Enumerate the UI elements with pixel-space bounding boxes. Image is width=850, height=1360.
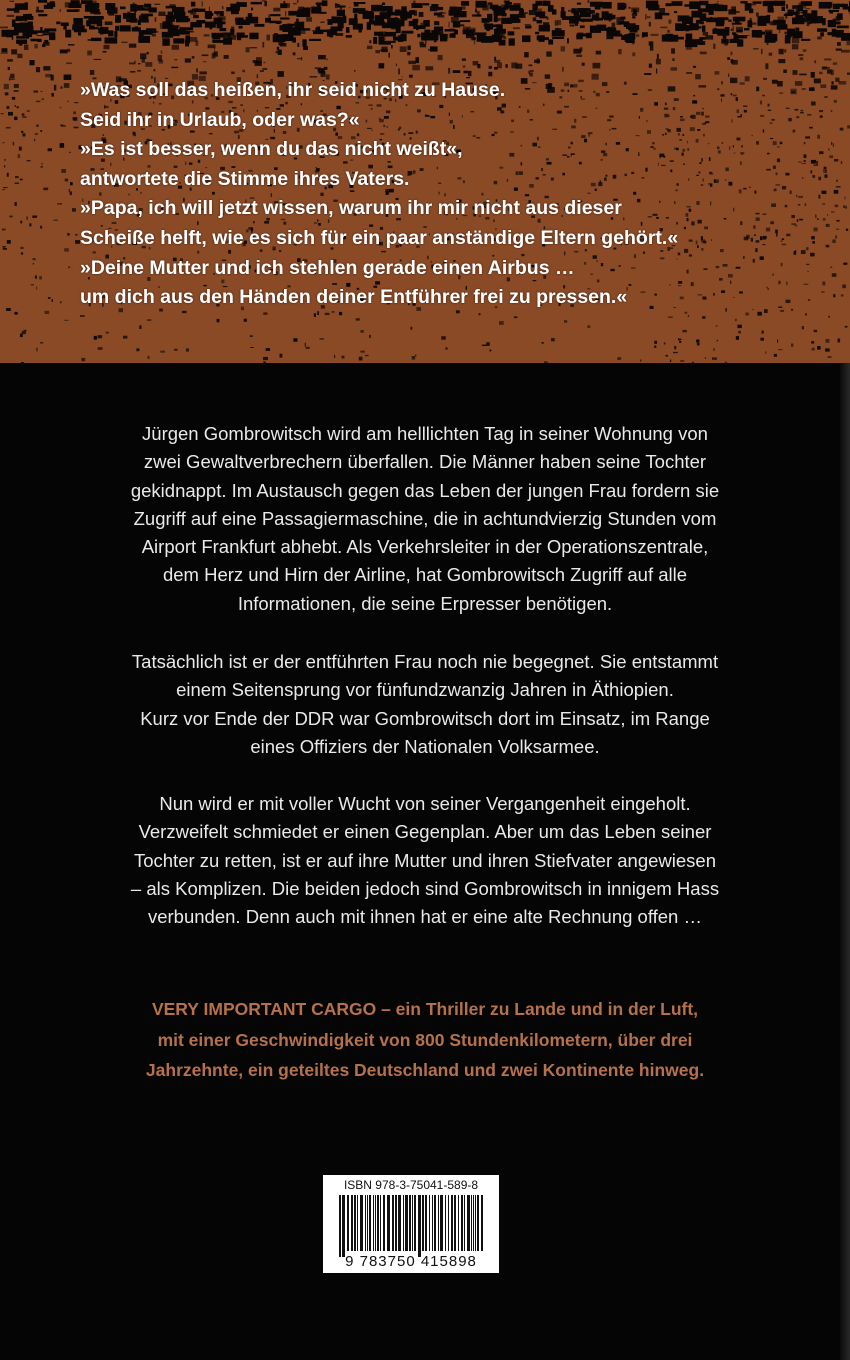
- tagline-line: mit einer Geschwindigkeit von 800 Stundenkilometern, über drei: [157, 1029, 693, 1050]
- quote-line: »Was soll das heißen, ihr seid nicht zu Hause.: [80, 79, 506, 101]
- blurb-paragraph-1: [60, 420, 790, 618]
- quote-line: »Es ist besser, wenn du das nicht weißt«,: [80, 138, 463, 161]
- blurb-paragraph-2: [60, 648, 790, 761]
- blurb-line: Tochter zu retten, ist er auf ihre Mutter und ihren Stiefvater angewiesen: [133, 849, 717, 871]
- blurb-line: Verzweifelt schmiedet er einen Gegenplan. Aber um das Leben seiner: [138, 821, 712, 843]
- blurb-line: verbunden. Denn auch mit ihnen hat er eine alte Rechnung offen …: [147, 906, 702, 928]
- blurb-line: Airport Frankfurt abhebt. Als Verkehrsleiter in der Operationszentrale,: [141, 536, 709, 558]
- blurb-line: – als Komplizen. Die beiden jedoch sind Gombrowitsch in innigem Hass: [130, 877, 720, 899]
- blurb-paragraph-3: [60, 790, 790, 931]
- tagline: [40, 994, 810, 1086]
- blurb-line: Tatsächlich ist er der entführten Frau noch nie begegnet. Sie entstammt: [131, 651, 719, 672]
- blurb-line: einem Seitensprung vor fünfundzwanzig Jahren in Äthiopien.: [176, 679, 674, 701]
- blurb-line: gekidnappt. Im Austausch gegen das Leben der jungen Frau fordern sie: [130, 479, 720, 501]
- excerpt-quote: [80, 76, 780, 313]
- quote-line: Seid ihr in Urlaub, oder was?«: [80, 108, 360, 131]
- tagline-line: Jahrzehnte, ein geteiltes Deutschland und zwei Kontinente hinweg.: [145, 1060, 705, 1080]
- blurb-line: eines Offiziers der Nationalen Volksarmee.: [250, 735, 600, 757]
- quote-line: »Papa, ich will jetzt wissen, warum ihr mir nicht aus dieser: [80, 197, 622, 220]
- barcode-digits: 9 783750 415898: [345, 1253, 477, 1270]
- blurb-line: Jürgen Gombrowitsch wird am helllichten Tag in seiner Wohnung von: [142, 423, 708, 444]
- blurb-line: Zugriff auf eine Passagiermaschine, die in achtundvierzig Stunden vom: [133, 507, 717, 529]
- tagline-line: VERY IMPORTANT CARGO – ein Thriller zu Lande und in der Luft,: [151, 999, 699, 1019]
- blurb-line: dem Herz und Hirn der Airline, hat Gombrowitsch Zugriff auf alle: [162, 564, 688, 586]
- blurb-line: Nun wird er mit voller Wucht von seiner Vergangenheit eingeholt.: [159, 793, 691, 814]
- quote-line: um dich aus den Händen deiner Entführer frei zu pressen.«: [80, 286, 628, 309]
- quote-line: antwortete die Stimme ihres Vaters.: [80, 167, 410, 190]
- blurb-line: Informationen, die seine Erpresser benötigen.: [237, 592, 613, 614]
- isbn-barcode: [323, 1175, 499, 1273]
- blurb-line: zwei Gewaltverbrechern überfallen. Die Männer haben seine Tochter: [143, 451, 707, 473]
- cover-edge-strip: [840, 363, 850, 1360]
- grunge-header: [0, 0, 850, 363]
- isbn-label: ISBN 978-3-75041-589-8: [343, 1178, 479, 1192]
- quote-line: »Deine Mutter und ich stehlen gerade einen Airbus …: [80, 256, 575, 279]
- quote-line: Scheiße helft, wie es sich für ein paar anständige Eltern gehört.«: [80, 226, 679, 249]
- blurb-line: Kurz vor Ende der DDR war Gombrowitsch dort im Einsatz, im Range: [140, 707, 710, 729]
